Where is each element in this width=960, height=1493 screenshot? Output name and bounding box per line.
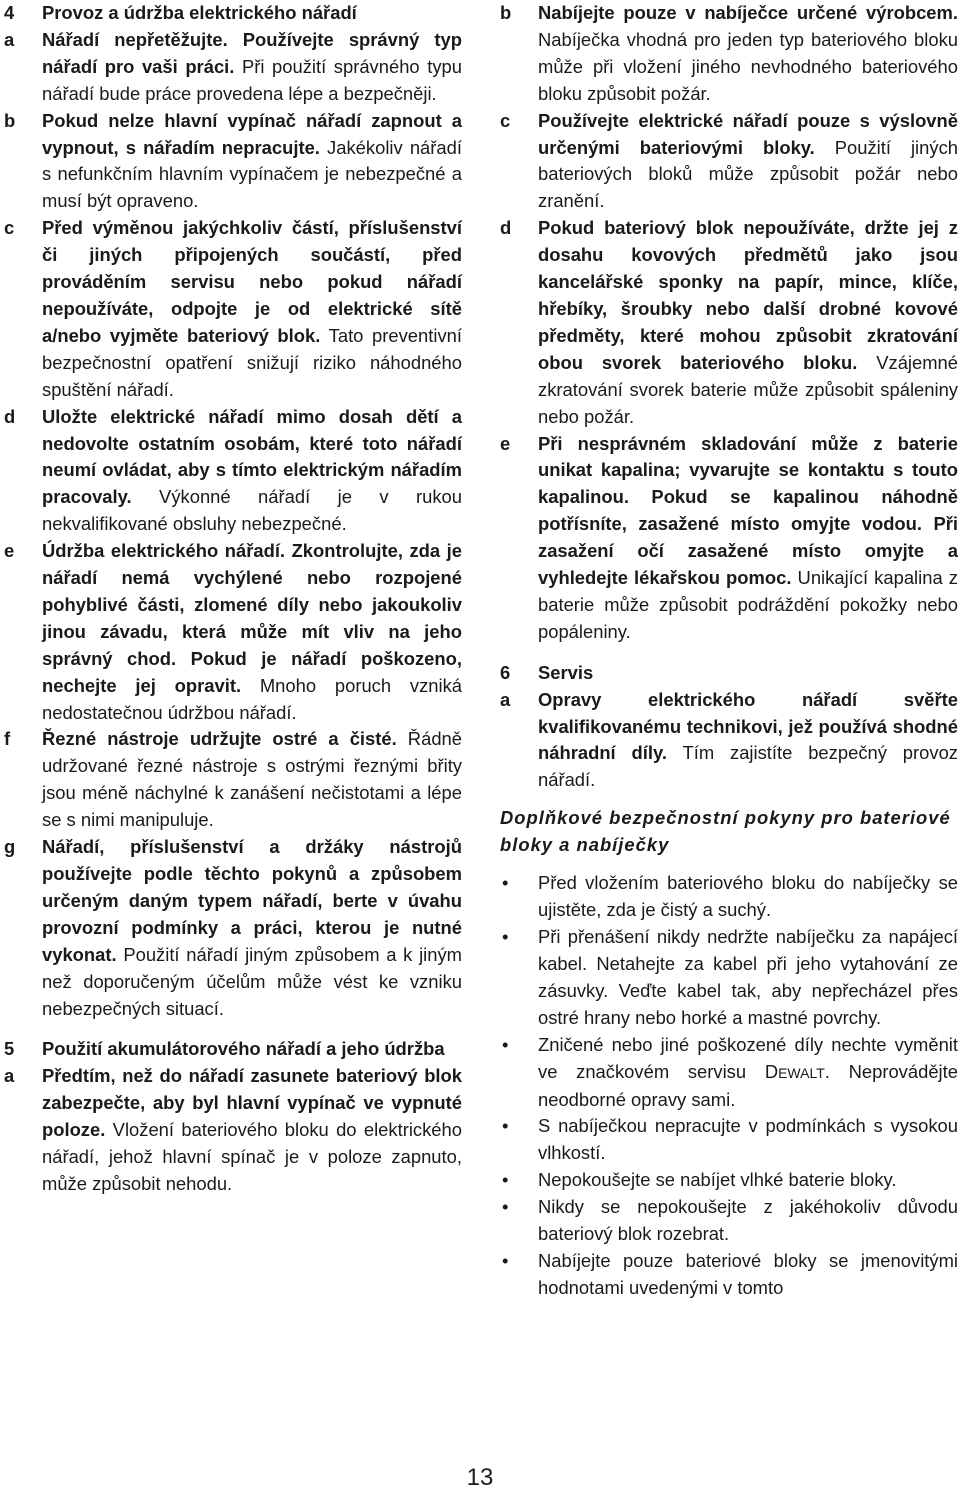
item-5e (500, 431, 958, 646)
item-6a (500, 687, 958, 795)
item-5a (4, 1063, 462, 1198)
bullet-item (500, 1194, 958, 1248)
left-column (4, 0, 462, 1198)
right-column (500, 0, 958, 1302)
bullet-item (500, 1248, 958, 1302)
item-bold-text: Uložte elektrické nářadí mimo dosah dětí a nedovolte ostatním osobám, které toto nářadí neumí ovládat, aby s tímto elektrickým nářadím pracovaly. (42, 405, 462, 508)
item-text: Tato preventivní bezpečnostní opatření snižují riziko náhodného spuštění nářadí. (42, 324, 462, 400)
item-mark: d (4, 405, 16, 427)
brand-name-initial: D (764, 1060, 779, 1082)
item-text: Tím zajistíte bezpečný provoz nářadí. (538, 742, 958, 791)
bullet-item (500, 1032, 958, 1114)
item-mark: e (4, 540, 15, 562)
item-text: Použití nářadí jiným způsobem a k jiným než doporučeným účelům může vést ke vzniku nebezpečných situací. (42, 943, 462, 1019)
item-text: Unikající kapalina z baterie může způsobit podráždění pokožky nebo popáleniny. (538, 567, 958, 642)
item-5b (500, 0, 958, 108)
bullet-item (500, 924, 958, 1032)
item-bold-text: Nabíjejte pouze v nabíječce určené výrobcem. (538, 2, 958, 23)
section-number: 4 (4, 2, 15, 23)
item-text: Při použití správného typu nářadí bude práce provedena lépe a bezpečněji. (42, 55, 462, 104)
item-text: Vzájemné zkratování svorek baterie může způsobit spáleniny nebo požár. (538, 351, 959, 427)
section-6-heading (500, 660, 958, 687)
item-bold-text: Nářadí nepřetěžujte. Používejte správný typ nářadí pro vaši práci. (42, 28, 462, 77)
bullet-item (500, 1167, 958, 1194)
item-4b (4, 108, 462, 216)
item-bold-text: Nářadí, příslušenství a držáky nástrojů používejte podle těchto pokynů a způsobem určeným daným typem nářadí, berte v úvahu provozní podmínky a práci, kterou je nutné vykonat. (42, 836, 462, 965)
section-number: 5 (4, 1038, 15, 1060)
bullet-item (500, 870, 958, 924)
bullet-text: Nabíjejte pouze bateriové bloky se jmenovitými hodnotami uvedenými v tomto (538, 1249, 958, 1298)
item-4e (4, 538, 462, 726)
item-bold-text: Řezné nástroje udržujte ostré a čisté. (42, 728, 397, 750)
bullet-text: Nikdy se nepokoušejte z jakéhokoliv důvodu bateriový blok rozebrat. (538, 1196, 958, 1245)
item-mark: a (4, 1065, 15, 1087)
item-bold-text: Údržba elektrického nářadí. Zkontrolujte, zda je nářadí nemá vychýlené nebo rozpojené pohyblivé části, zlomené díly nebo jakoukoliv jinou závadu, která může mít vliv na jeho správný chod. Pokud je nářadí poškozeno, nechejte jej opravit. (42, 540, 462, 696)
item-mark: e (500, 432, 511, 454)
bullet-text: S nabíječkou nepracujte v podmínkách s vysokou vlhkostí. (538, 1115, 958, 1164)
item-bold-text: Pokud nelze hlavní vypínač nářadí zapnout a vypnout, s nářadím nepracujte. (42, 109, 462, 158)
item-5d (500, 215, 958, 430)
item-text: Výkonné nářadí je v rukou nekvalifikované obsluhy nebezpečné. (42, 486, 462, 535)
bullet-icon: • (502, 1115, 509, 1137)
bullet-text: Při přenášení nikdy nedržte nabíječku za napájecí kabel. Netahejte za kabel při jeho vytahování ze zásuvky. Veďte kabel tak, aby nepřecházel přes ostré hrany nebo horké a mastné povrchy. (538, 926, 958, 1028)
item-4a (4, 27, 462, 108)
bullet-icon: • (502, 1033, 509, 1055)
item-mark: a (4, 28, 15, 50)
item-4d (4, 404, 462, 539)
battery-charger-subheading: Doplňkové bezpečnostní pokyny pro bateriové bloky a nabíječky (500, 807, 951, 856)
bullet-text: Před vložením bateriového bloku do nabíječky se ujistěte, zda je čistý a suchý. (538, 872, 958, 921)
item-bold-text: Před výměnou jakýchkoliv částí, příslušenství či jiných připojených součástí, před prováděním servisu nebo pokud nářadí nepoužíváte, odpojte je od elektrické sítě a/nebo vyjměte bateriový blok. (42, 217, 462, 346)
item-bold-text: Předtím, než do nářadí zasunete bateriový blok zabezpečte, aby byl hlavní vypínač ve vypnuté poloze. (42, 1065, 462, 1141)
item-mark: c (500, 109, 511, 131)
item-text: Nabíječka vhodná pro jeden typ bateriového bloku může při vložení jiného nevhodného bateriového bloku způsobit požár. (538, 28, 958, 104)
bullet-icon: • (502, 1249, 509, 1271)
item-text: Řádně udržované řezné nástroje s ostrými řeznými břity jsou méně náchylné k zanášení nečistotami a lépe se s nimi manipuluje. (42, 728, 463, 831)
item-mark: f (4, 728, 11, 750)
item-text: Jakékoliv nářadí s nefunkčním hlavním vypínačem je nebezpečné a musí být opraveno. (42, 136, 462, 212)
bullet-text: Nepokoušejte se nabíjet vlhké baterie bloky. (538, 1169, 897, 1191)
item-mark: a (500, 688, 511, 710)
section-title: Provoz a údržba elektrického nářadí (42, 2, 357, 23)
bullet-item (500, 1113, 958, 1167)
bullet-icon: • (502, 1169, 509, 1191)
section-title: Servis (538, 661, 594, 683)
page-number: 13 (466, 1464, 494, 1491)
item-mark: b (500, 2, 512, 23)
bullet-icon: • (502, 926, 509, 948)
item-bold-text: Při nesprávném skladování může z baterie unikat kapalina; vyvarujte se kontaktu s touto kapalinou. Pokud se kapalinou náhodně potřísníte, zasažené místo omyjte vodou. Při zasažení očí zasažené místo omyjte a vyhledejte lékařskou pomoc. (538, 432, 958, 589)
item-text: Mnoho poruch vzniká nedostatečnou údržbou nářadí. (42, 674, 463, 723)
section-4-heading (4, 0, 462, 27)
item-bold-text: Používejte elektrické nářadí pouze s výslovně určenými bateriovými bloky. (538, 109, 958, 158)
item-text: Použití jiných bateriových bloků může způsobit požár nebo zranění. (538, 136, 958, 212)
item-4g (4, 834, 462, 1022)
bullet-text-tail: . Neprovádějte neodborné opravy sami. (538, 1060, 958, 1110)
bullet-icon: • (502, 872, 509, 894)
section-5-heading (4, 1036, 462, 1063)
item-mark: d (500, 217, 512, 239)
item-4f (4, 726, 462, 834)
item-mark: b (4, 109, 16, 131)
item-mark: g (4, 836, 16, 858)
item-5c (500, 108, 958, 216)
bullet-text: Zničené nebo jiné poškozené díly nechte vyměnit ve značkovém servisu (538, 1033, 958, 1082)
bullet-icon: • (502, 1196, 509, 1218)
item-bold-text: Pokud bateriový blok nepoužíváte, držte jej z dosahu kovových předmětů jako jsou kancelářské sponky na papír, mince, klíče, hřebíky, šroubky nebo další drobné kovové předměty, které mohou způsobit zkratování obou svorek bateriového bloku. (538, 217, 958, 373)
section-title: Použití akumulátorového nářadí a jeho údržba (42, 1038, 445, 1060)
item-4c (4, 215, 462, 403)
item-text: Vložení bateriového bloku do elektrického nářadí, jehož hlavní spínač je v poloze zapnuto, může způsobit nehodu. (42, 1119, 462, 1194)
item-mark: c (4, 217, 15, 239)
section-number: 6 (500, 661, 511, 683)
brand-name-rest: EWALT (778, 1064, 825, 1081)
item-bold-text: Opravy elektrického nářadí svěřte kvalifikovanému technikovi, jež používá shodné náhradní díly. (538, 688, 958, 764)
